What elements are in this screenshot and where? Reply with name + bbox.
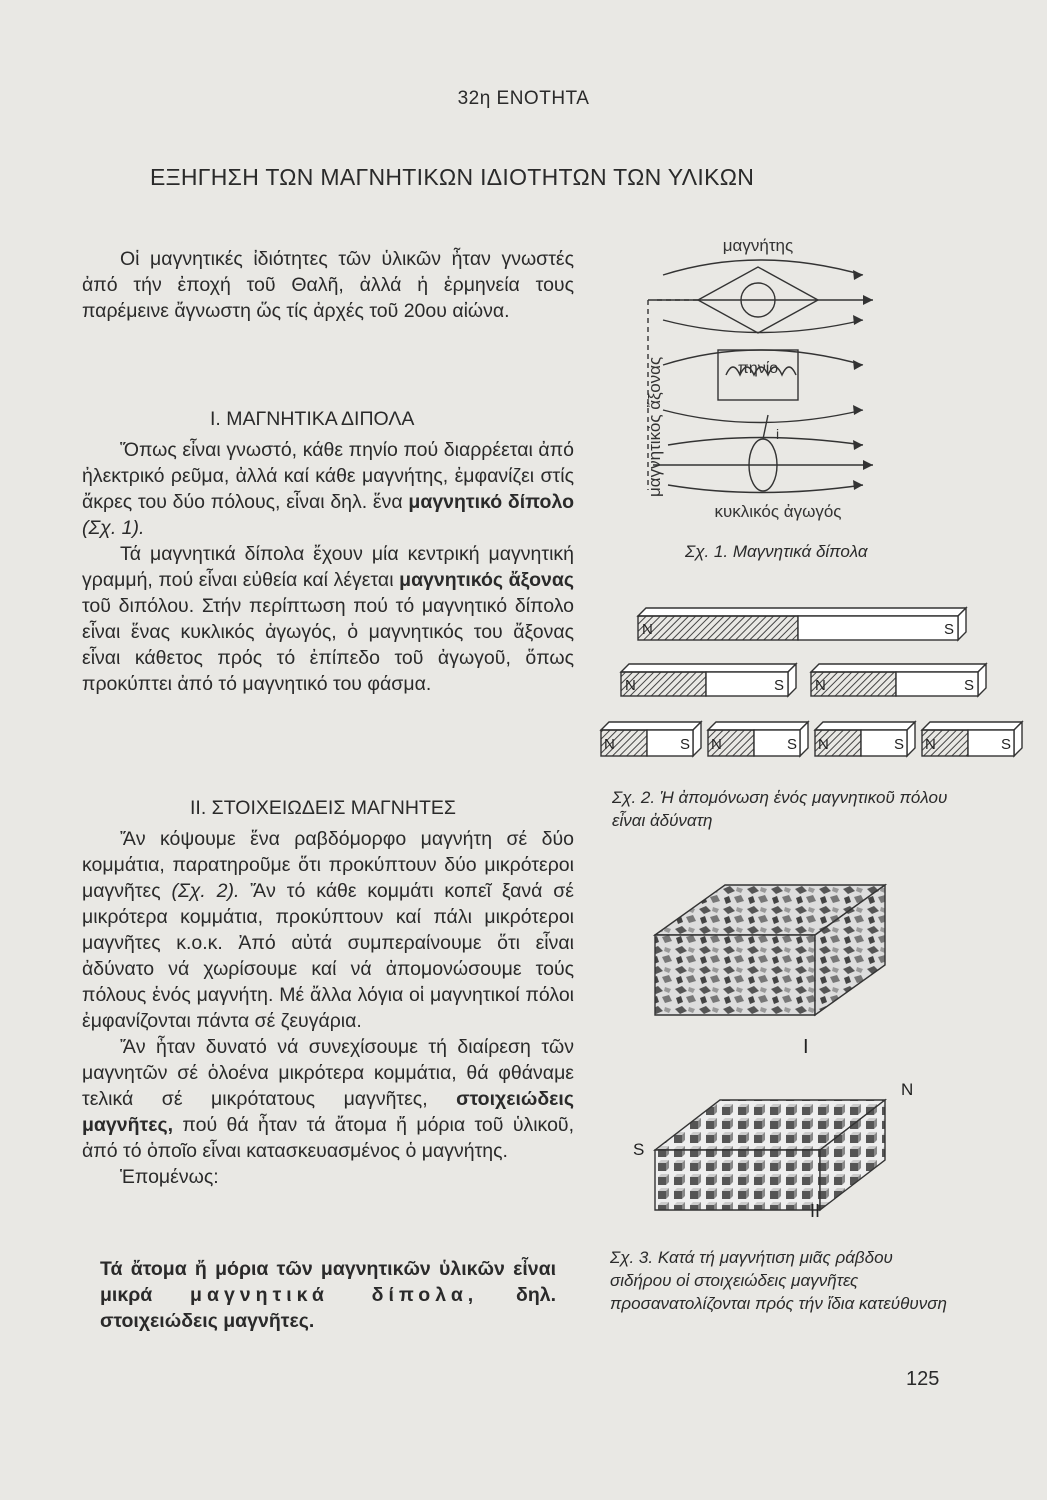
figure-2-bar-magnets — [596, 602, 1046, 782]
intro-paragraph: Οἱ μαγνητικές ἰδιότητες τῶν ὑλικῶν ἦταν γνωστές ἀπό τήν ἐποχή τοῦ Θαλῆ, ἀλλά ἡ ἑρμηνεία τους παρέμεινε ἄγνωστη ὥς τίς ἀρχές τοῦ 20ου αἰώνα. — [82, 248, 574, 322]
pole-label-north: N — [901, 1080, 914, 1099]
bar-magnet-half-1 — [621, 664, 796, 696]
conclusion-box: Τά ἄτομα ἤ μόρια τῶν μαγνητικῶν ὑλικῶν εἶναι μικρά μαγνητικά δίπολα, δηλ. στοιχειώδεις μαγνῆτες. — [100, 1258, 557, 1332]
pole-label-south: S — [680, 736, 691, 753]
field-line — [663, 260, 863, 275]
section2-text — [82, 826, 574, 1190]
page-number: 125 — [906, 1368, 940, 1390]
section2-paragraph-2: Ἄν ἦταν δυνατό νά συνεχίσουμε τή διαίρεση τῶν μαγνητῶν σέ ὁλοένα μικρότερα κομμάτια, θά φθάναμε τελικά σέ μικρότατους μαγνῆτες, στοιχειώδεις μαγνῆτες, πού θά ἦταν τά ἄτομα ἤ μόρια τοῦ ὑλικοῦ, ἀπό τό ὁποῖο εἶναι κατασκευασμένος ὁ μαγνήτης. — [82, 1036, 574, 1162]
pole-label-south: S — [633, 1140, 645, 1159]
figure-2-caption: Σχ. 2. Ἡ ἀπομόνωση ἑνός μαγνητικοῦ πόλου εἶναι ἀδύνατη — [612, 788, 948, 830]
bar-magnet-full — [638, 608, 966, 640]
pole-label-south: S — [1001, 736, 1012, 753]
pole-label-north: N — [625, 677, 636, 694]
page-title: ΕΞΗΓΗΣΗ ΤΩΝ ΜΑΓΝΗΤΙΚΩΝ ΙΔΙΟΤΗΤΩΝ ΤΩΝ ΥΛΙΚΩΝ — [150, 164, 755, 190]
pole-label-south: S — [787, 736, 798, 753]
current-label: i — [776, 426, 780, 442]
block-label-I: I — [803, 1036, 809, 1058]
section2-paragraph-1: Ἄν κόψουμε ἕνα ραβδόμορφο μαγνήτη σέ δύο κομμάτια, παρατηροῦμε ὅτι προκύπτουν δύο μικρότεροι μαγνῆτες (Σχ. 2). Ἄν τό κάθε κομμάτι κοπεῖ ξανά σέ μικρότερα κομμάτια, προκύπτουν καί πάλι μικρότεροι μαγνῆτες κ.ο.κ. Ἀπό αὐτά συμπεραίνουμε ὅτι εἶναι ἀδύνατο νά χωρίσουμε καί νά ἀπομονώσουμε τούς πόλους ἑνός μαγνήτη. Μέ ἄλλα λόγια οἱ μαγνητικοί πόλοι ἐμφανίζονται πάντα σέ ζευγάρια. — [82, 828, 574, 1032]
section2-heading: ΙΙ. ΣΤΟΙΧΕΙΩΔΕΙΣ ΜΑΓΝΗΤΕΣ — [190, 797, 456, 819]
section1-paragraph-1: Ὅπως εἶναι γνωστό, κάθε πηνίο πού διαρρέεται ἀπό ἠλεκτρικό ρεῦμα, ἀλλά καί κάθε μαγνήτης, ἐμφανίζει στίς ἄκρες του δύο πόλους, εἶναι δηλ. ἕνα μαγνητικό δίπολο (Σχ. 1). — [82, 439, 574, 539]
section2-paragraph-3: Ἑπομένως: — [120, 1166, 219, 1188]
loop-label: κυκλικός ἀγωγός — [714, 502, 842, 521]
magnet-label: μαγνήτης — [722, 236, 794, 255]
pole-label-north: N — [642, 621, 653, 638]
block-unmagnetized — [655, 885, 885, 1015]
section1-paragraph-2: Τά μαγνητικά δίπολα ἔχουν μία κεντρική μαγνητική γραμμή, πού εἶναι εὐθεία καί λέγεται μαγνητικός ἄξονας τοῦ διπόλου. Στήν περίπτωση πού τό μαγνητικό δίπολο εἶναι ἕνας κυκλικός ἀγωγός, ὁ μαγνητικός του ἄξονας εἶναι κάθετος πρός τό ἐπίπεδο τοῦ ἀγωγοῦ, ὅπως προκύπτει ἀπό τό μαγνητικό του φάσμα. — [82, 543, 574, 695]
block-label-II: II — [810, 1201, 821, 1220]
pole-label-south: S — [774, 677, 785, 694]
axis-label: μαγνητικός ἄξονας — [645, 356, 664, 497]
pole-label-south: S — [894, 736, 905, 753]
pole-label-north: N — [925, 736, 936, 753]
coil-label: πηνίο — [737, 360, 779, 377]
figure-3-caption: Σχ. 3. Κατά τή μαγνήτιση μιᾶς ράβδου σιδήρου οἱ στοιχειώδεις μαγνῆτες προσανατολίζονται πρός τήν ἴδια κατεύθυνση — [610, 1248, 947, 1313]
pole-label-south: S — [964, 677, 975, 694]
block-magnetized — [655, 1100, 885, 1210]
section1-text — [82, 437, 574, 697]
figure-1-magnetic-dipoles — [608, 225, 908, 525]
pole-label-north: N — [818, 736, 829, 753]
pole-label-south: S — [944, 621, 955, 638]
pole-label-north: N — [711, 736, 722, 753]
section1-heading: Ι. ΜΑΓΝΗΤΙΚΑ ΔΙΠΟΛΑ — [210, 408, 415, 430]
pole-label-north: N — [815, 677, 826, 694]
section-label: 32η ΕΝΟΤΗΤΑ — [457, 88, 590, 109]
pole-label-north: N — [604, 736, 615, 753]
bar-magnet-half-2 — [811, 664, 986, 696]
figure-1-caption: Σχ. 1. Μαγνητικά δίπολα — [685, 542, 868, 561]
figure-3-elementary-magnets — [625, 865, 925, 1220]
